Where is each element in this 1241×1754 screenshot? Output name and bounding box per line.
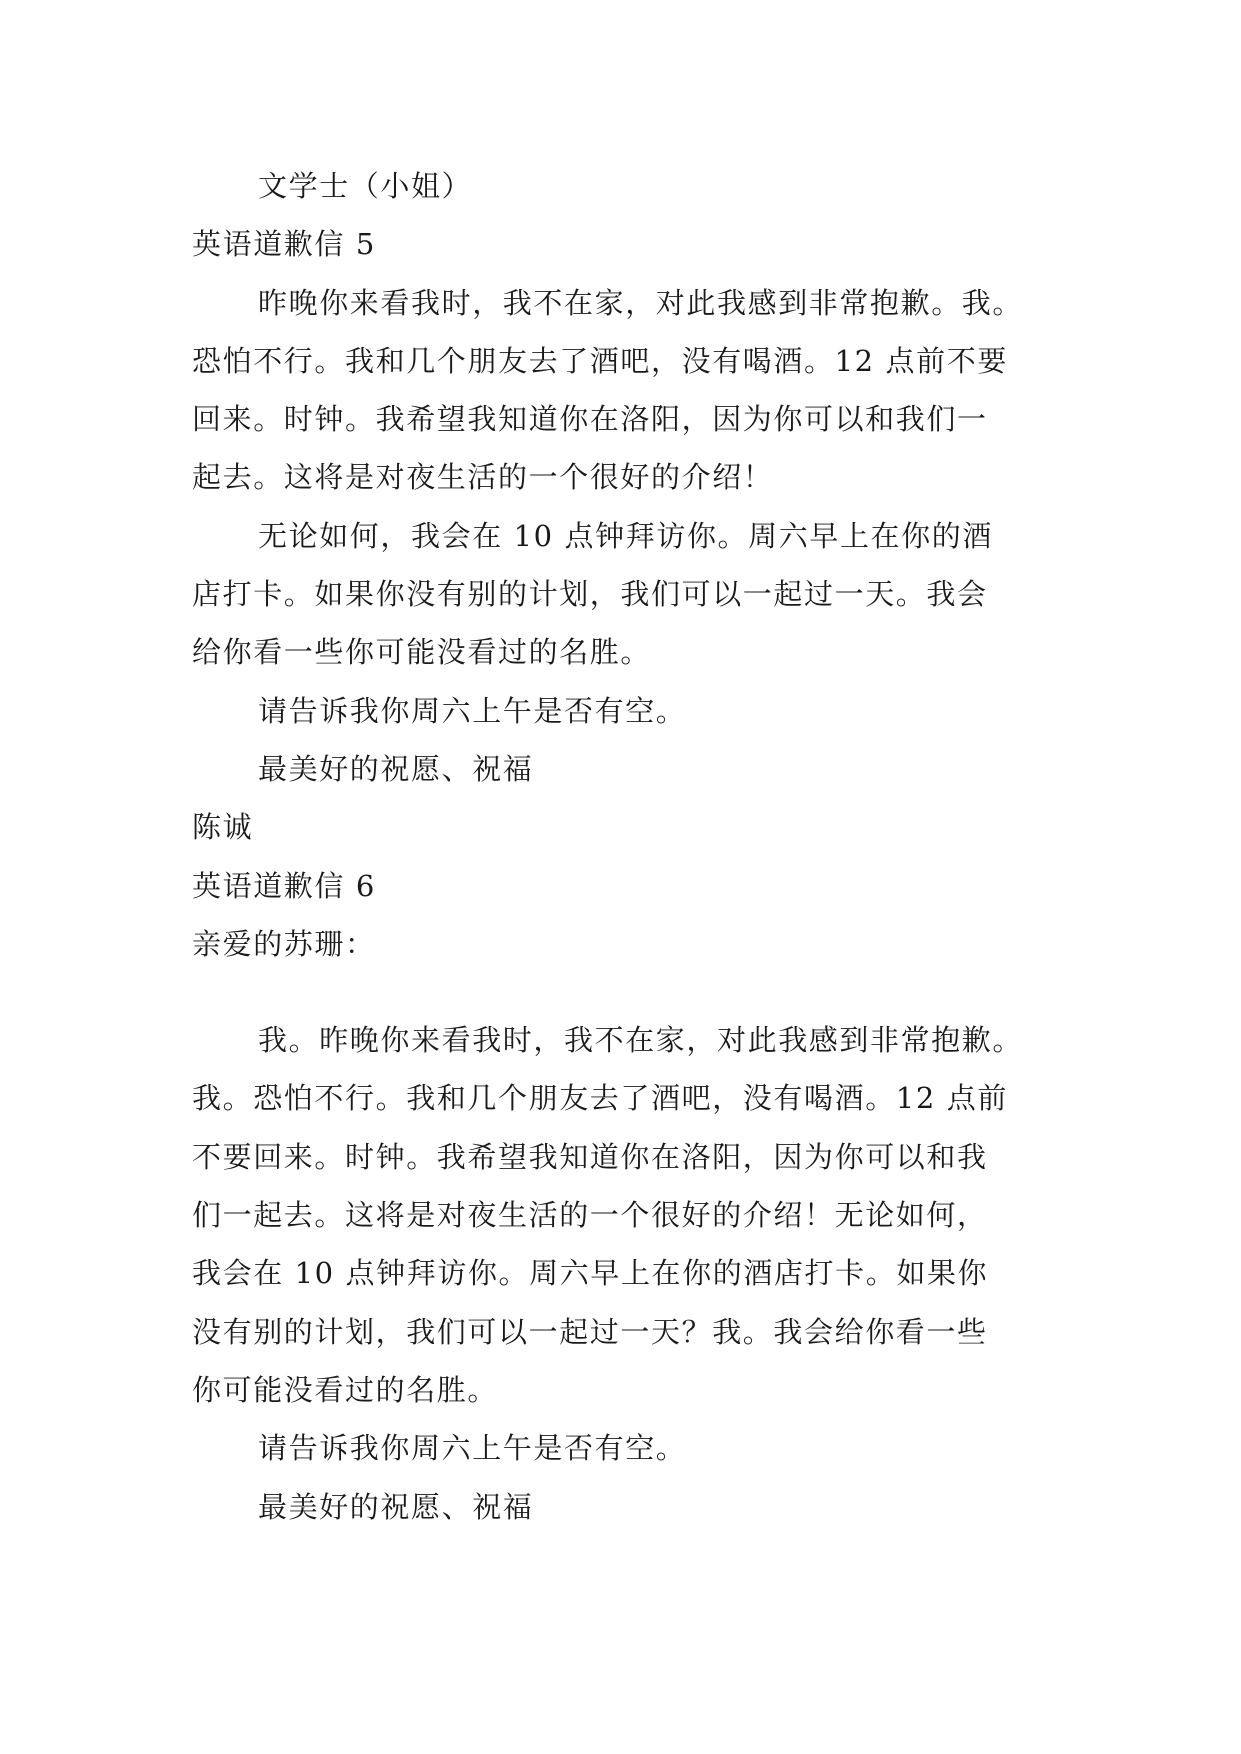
letter-5-closing: 最美好的祝愿、祝福 (258, 751, 534, 786)
letter-5-request-line: 请告诉我你周六上午是否有空。 (258, 693, 687, 728)
letter-6-heading: 英语道歉信 6 (192, 868, 376, 903)
letter-6-paragraph-line-5: 我会在 10 点钟拜访你。周六早上在你的酒店打卡。如果你 (192, 1256, 989, 1291)
blank-line (192, 973, 1062, 1011)
letter-6-closing: 最美好的祝愿、祝福 (258, 1489, 534, 1524)
letter-5-paragraph-1-line-4: 起去。这将是对夜生活的一个很好的介绍！ (192, 460, 774, 495)
letter-5-paragraph-1-line-1: 昨晚你来看我时，我不在家，对此我感到非常抱歉。我。 (258, 285, 1024, 320)
letter-6-paragraph-line-3: 不要回来。时钟。我希望我知道你在洛阳，因为你可以和我 (192, 1139, 988, 1174)
letter-5-heading: 英语道歉信 5 (192, 227, 376, 262)
letter-5-paragraph-1-line-2: 恐怕不行。我和几个朋友去了酒吧，没有喝酒。12 点前不要 (192, 343, 1008, 378)
letter-6-paragraph-line-7: 你可能没看过的名胜。 (192, 1372, 499, 1407)
letter-6-request-line: 请告诉我你周六上午是否有空。 (258, 1431, 687, 1466)
letter-6-paragraph-line-4: 们一起去。这将是对夜生活的一个很好的介绍！无论如何， (192, 1198, 988, 1233)
signature-title: 文学士（小姐） (258, 169, 473, 203)
letter-6-paragraph-line-6: 没有别的计划，我们可以一起过一天？我。我会给你看一些 (192, 1314, 988, 1349)
letter-5-signature: 陈诚 (192, 810, 254, 845)
letter-6-salutation: 亲爱的苏珊： (192, 926, 376, 961)
letter-6-paragraph-line-2: 我。恐怕不行。我和几个朋友去了酒吧，没有喝酒。12 点前 (192, 1081, 1008, 1116)
letter-5-paragraph-2-line-3: 给你看一些你可能没看过的名胜。 (192, 635, 652, 670)
document-body (192, 157, 1062, 1536)
letter-5-paragraph-1-line-3: 回来。时钟。我希望我知道你在洛阳，因为你可以和我们一 (192, 402, 988, 437)
letter-5-paragraph-2-line-1: 无论如何，我会在 10 点钟拜访你。周六早上在你的酒 (258, 518, 993, 553)
letter-6-paragraph-line-1: 我。昨晚你来看我时，我不在家，对此我感到非常抱歉。 (258, 1023, 1024, 1058)
letter-5-paragraph-2-line-2: 店打卡。如果你没有别的计划，我们可以一起过一天。我会 (192, 577, 988, 612)
